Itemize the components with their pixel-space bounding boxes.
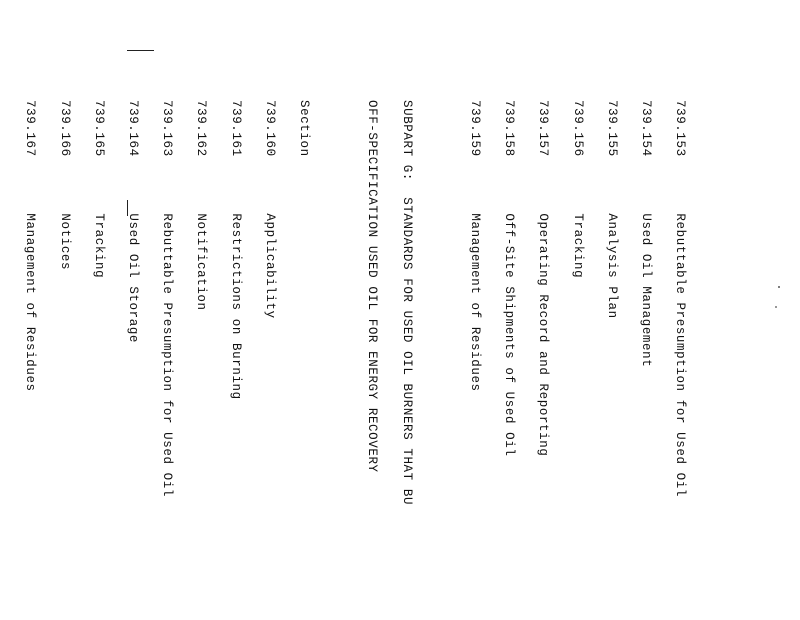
- toc-line: 739.166 Notices: [57, 100, 72, 271]
- toc-line: 739.161 Restrictions on Burning: [228, 100, 243, 400]
- subpart-heading: OFF-SPECIFICATION USED OIL FOR ENERGY RECOVERY: [365, 100, 380, 473]
- toc-line: 739.165 Tracking: [91, 100, 106, 279]
- toc-line: 739.164 Used Oil Storage: [125, 100, 140, 344]
- section-label: Section: [296, 100, 311, 157]
- toc-line: 739.156 Tracking: [570, 100, 585, 279]
- toc-line: 739.154 Used Oil Management: [638, 100, 653, 368]
- subpart-heading: SUBPART G: STANDARDS FOR USED OIL BURNERS THAT BU: [399, 100, 414, 506]
- toc-line: 739.155 Analysis Plan: [604, 100, 619, 319]
- toc-line: 739.167 Management of Residues: [23, 100, 38, 392]
- toc-line: 739.160 Applicability: [262, 100, 277, 319]
- toc-line: 739.158 Off-Site Shipments of Used Oil: [502, 100, 517, 457]
- toc-line: 739.162 Notification: [194, 100, 209, 311]
- speck: [775, 306, 777, 308]
- toc-line: 739.159 Management of Residues: [467, 100, 482, 392]
- horizontal-rule: [127, 50, 154, 51]
- toc-line: 739.163 Rebuttable Presumption for Used Oil: [160, 100, 175, 497]
- toc-line: 739.153 Rebuttable Presumption for Used Oil: [673, 100, 688, 497]
- rotated-text-block: [23, 100, 708, 620]
- toc-line: 739.157 Operating Record and Reporting: [536, 100, 551, 457]
- speck: [778, 286, 780, 288]
